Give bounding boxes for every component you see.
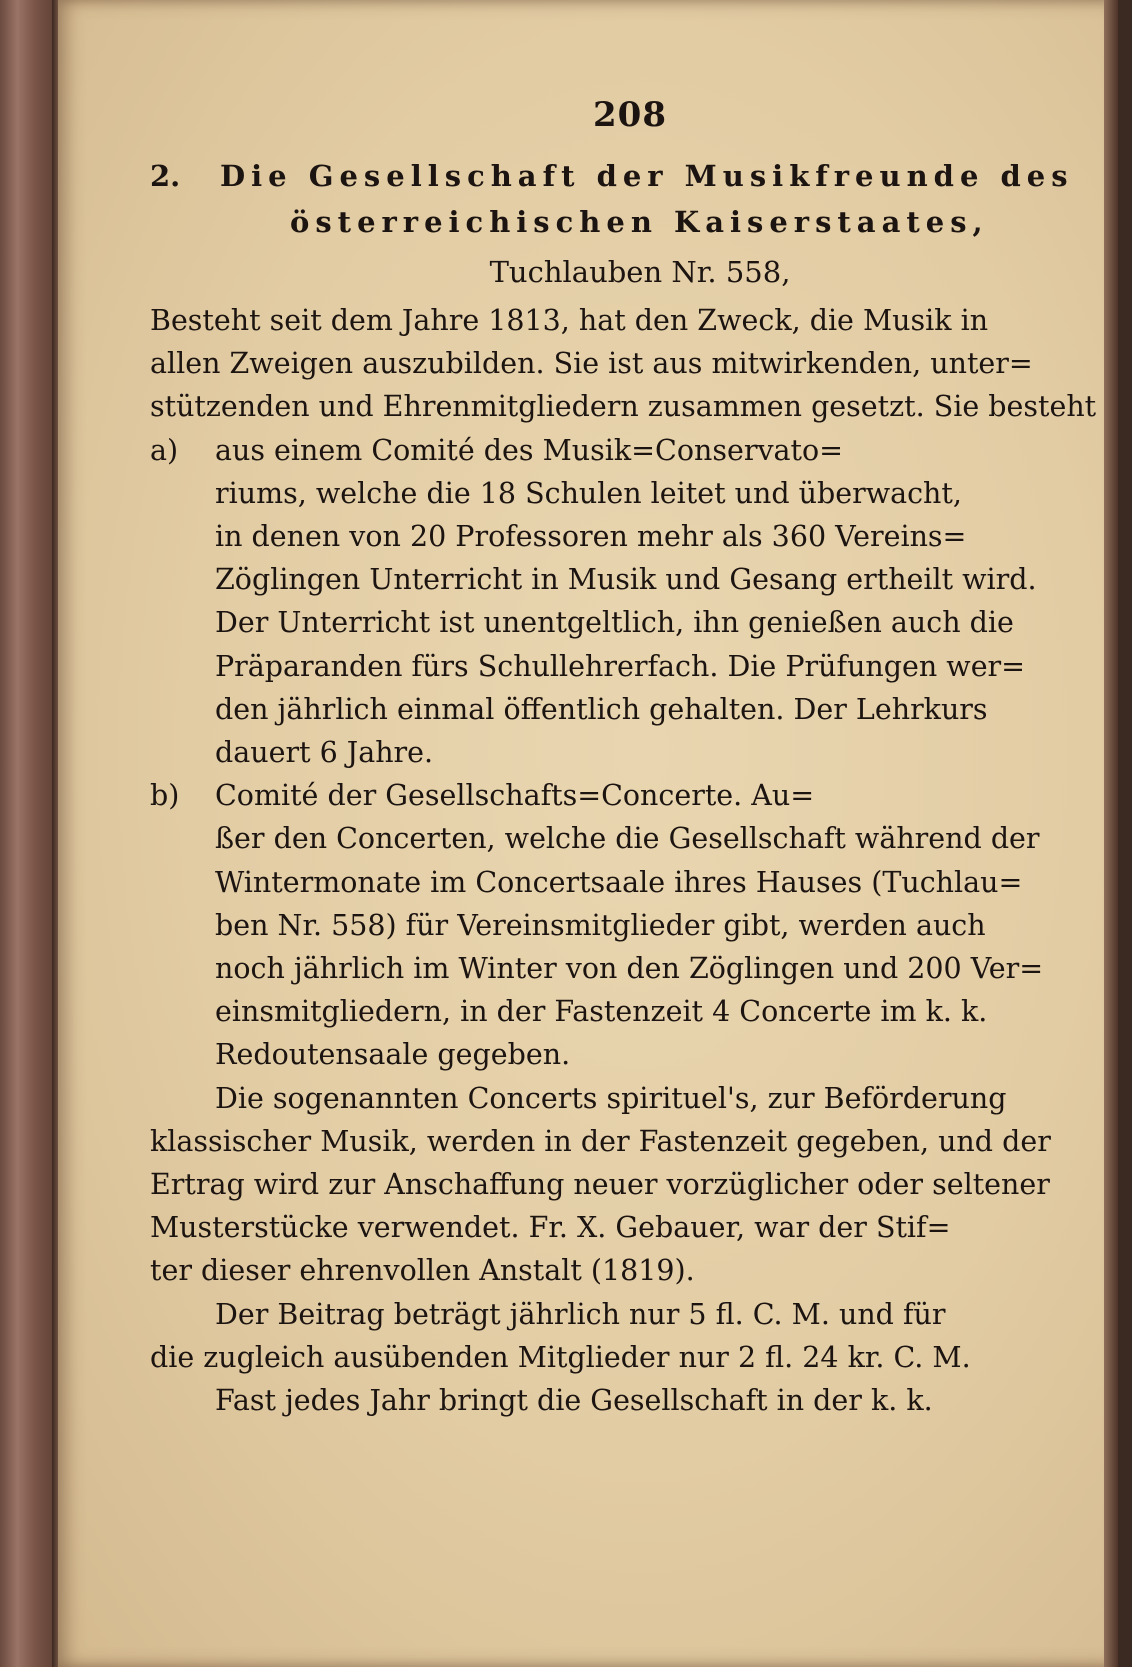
- text-line: ben Nr. 558) für Vereinsmitglieder gibt, werden auch: [215, 908, 986, 942]
- section-number: 2.: [150, 159, 181, 193]
- text-line: den jährlich einmal öffentlich gehalten. Der Lehrkurs: [215, 692, 988, 726]
- text-line: aus einem Comité des Musik=Conservato=: [215, 433, 844, 467]
- text-line: Comité der Gesellschafts=Concerte. Au=: [215, 779, 815, 813]
- list-item-b: [150, 774, 1070, 1076]
- text-line: einsmitgliedern, in der Fastenzeit 4 Concerte im k. k.: [215, 995, 988, 1029]
- text-line: riums, welche die 18 Schulen leitet und überwacht,: [215, 476, 962, 510]
- text-line: klassischer Musik, werden in der Fastenzeit gegeben, und der: [150, 1124, 1051, 1158]
- text-line: die zugleich ausübenden Mitglieder nur 2 fl. 24 kr. C. M.: [150, 1340, 971, 1374]
- text-line: ßer den Concerten, welche die Gesellschaft während der: [215, 822, 1040, 856]
- text-line: Zöglingen Unterricht in Musik und Gesang ertheilt wird.: [215, 563, 1037, 597]
- text-line: Präparanden fürs Schullehrerfach. Die Prüfungen wer=: [215, 649, 1026, 683]
- text-line: Ertrag wird zur Anschaffung neuer vorzüglicher oder seltener: [150, 1168, 1050, 1202]
- text-line: Die sogenannten Concerts spirituel's, zur Beförderung: [215, 1081, 1007, 1115]
- section-title-line-2: österreichischen Kaiserstaates,: [290, 205, 989, 239]
- section-heading-line-1: [150, 153, 1074, 199]
- intro-paragraph: [150, 299, 1097, 429]
- book-spine-edge: [0, 0, 58, 1667]
- text-line: Musterstücke verwendet. Fr. X. Gebauer, war der Stif=: [150, 1211, 951, 1245]
- page-right-edge: [1104, 0, 1118, 1667]
- text-line: Redoutensaale gegeben.: [215, 1038, 571, 1072]
- text-line: stützenden und Ehrenmitgliedern zusammen gesetzt. Sie besteht: [150, 390, 1097, 424]
- text-line: noch jährlich im Winter von den Zöglingen und 200 Ver=: [215, 952, 1044, 986]
- list-label-a: a): [150, 433, 179, 467]
- text-line: Fast jedes Jahr bringt die Gesellschaft in der k. k.: [215, 1384, 933, 1418]
- page-number: 208: [593, 95, 667, 135]
- text-line: Der Unterricht ist unentgeltlich, ihn genießen auch die: [215, 606, 1014, 640]
- text-line: Besteht seit dem Jahre 1813, hat den Zweck, die Musik in: [150, 304, 989, 337]
- section-title-line-1: Die Gesellschaft der Musikfreunde des: [220, 159, 1074, 193]
- text-line: ter dieser ehrenvollen Anstalt (1819).: [150, 1254, 695, 1288]
- paragraph-concerts-spirituels: [150, 1077, 1070, 1293]
- text-line: Der Beitrag beträgt jährlich nur 5 fl. C. M. und für: [215, 1297, 946, 1331]
- text-line: in denen von 20 Professoren mehr als 360 Vereins=: [215, 520, 967, 554]
- page-content: [150, 95, 1097, 1422]
- section-address: Tuchlauben Nr. 558,: [489, 255, 791, 289]
- list-label-b: b): [150, 779, 180, 813]
- text-line: dauert 6 Jahre.: [215, 736, 434, 770]
- list-item-a: [150, 429, 1070, 775]
- text-line: Wintermonate im Concertsaale ihres Hauses (Tuchlau=: [215, 865, 1023, 899]
- paragraph-contribution: [150, 1293, 1070, 1423]
- text-line: allen Zweigen auszubilden. Sie ist aus mitwirkenden, unter=: [150, 347, 1033, 381]
